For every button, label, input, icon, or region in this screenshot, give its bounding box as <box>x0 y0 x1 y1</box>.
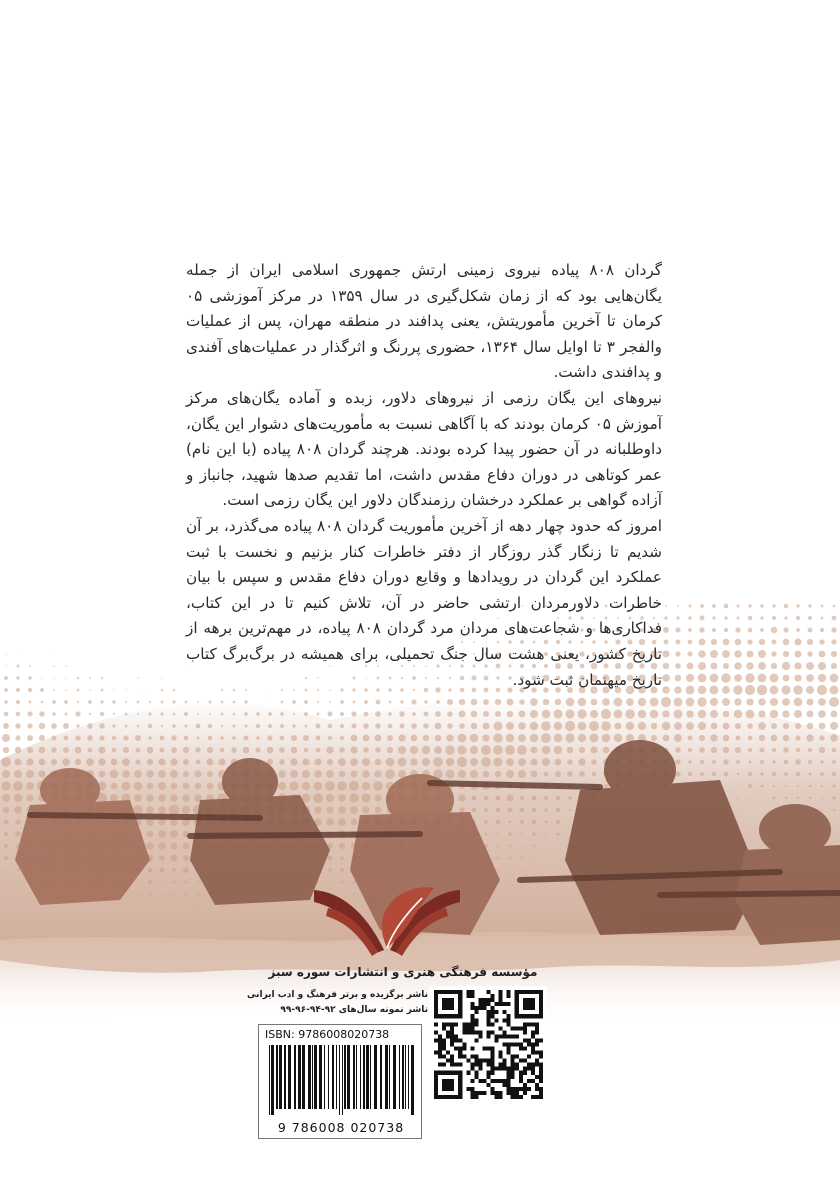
description-paragraph-2: نیروهای این یگان رزمی از نیروهای دلاور، زبده و آماده یگان‌های مرکز آموزش ۰۵ کرمان بودند که با آگاهی نسبت به مأموریت‌های دشوار این یگان، داوطلبانه در آن حضور پیدا کرده بودند. هرچند گردان ۸۰۸ پیاده (با این نام) عمر کوتاهی در دوران دفاع مقدس داشت، اما تقدیم صدها شهید، جانباز و آزاده گواهی بر عملکرد درخشان رزمندگان دلاور این یگان رزمی است. <box>186 388 663 510</box>
barcode-digits: 9 786008 020738 <box>277 1120 405 1135</box>
back-cover-description <box>186 258 662 693</box>
publisher-name: مؤسسه فرهنگی هنری و انتشارات سوره سبز <box>268 965 538 979</box>
isbn-label: ISBN: 9786008020738 <box>265 1028 390 1041</box>
barcode-graphic <box>267 1045 415 1115</box>
description-paragraph-3: امروز که حدود چهار دهه از آخرین مأموریت گردان ۸۰۸ پیاده می‌گذرد، بر آن شدیم تا زنگار گذر روزگار از دفتر خاطرات کنار بزنیم و نخست با ثبت عملکرد این گردان در رویدادها و وقایع دوران دفاع مقدس و سپس با بیان خاطرات دلاورمردان ارتشی حاضر در آن، تلاش کنیم تا در این کتاب، فداکاری‌ها و شجاعت‌های مردان مرد گردان ۸۰۸ پیاده، در مهم‌ترین برهه از تاریخ کشور، یعنی هشت سال جنگ تحمیلی، برای همیشه در برگ‌برگ کتاب تاریخ میهنمان ثبت شود. <box>186 516 662 689</box>
qr-code-icon <box>430 986 547 1103</box>
publisher-award-line: ناشر برگزیده و برتر فرهنگ و ادب ایرانی <box>247 990 428 1000</box>
isbn-barcode-panel <box>258 1024 422 1139</box>
description-paragraph-1: گردان ۸۰۸ پیاده نیروی زمینی ارتش جمهوری اسلامی ایران از جمله یگان‌هایی بود که از زمان شکل‌گیری در سال ۱۳۵۹ در مرکز آموزشی ۰۵ کرمان تا آخرین مأموریتش، یعنی پدافند در منطقه مهران، پس از عملیات والفجر ۳ تا اوایل سال ۱۳۶۴، حضوری پررنگ و اثرگذار در عملیات‌های آفندی و پدافندی داشت. <box>186 261 662 382</box>
publisher-award-years: ناشر نمونه سال‌های ۹۲-۹۴-۹۶-۹۹ <box>280 1005 428 1015</box>
open-book-leaf-logo <box>312 884 462 960</box>
